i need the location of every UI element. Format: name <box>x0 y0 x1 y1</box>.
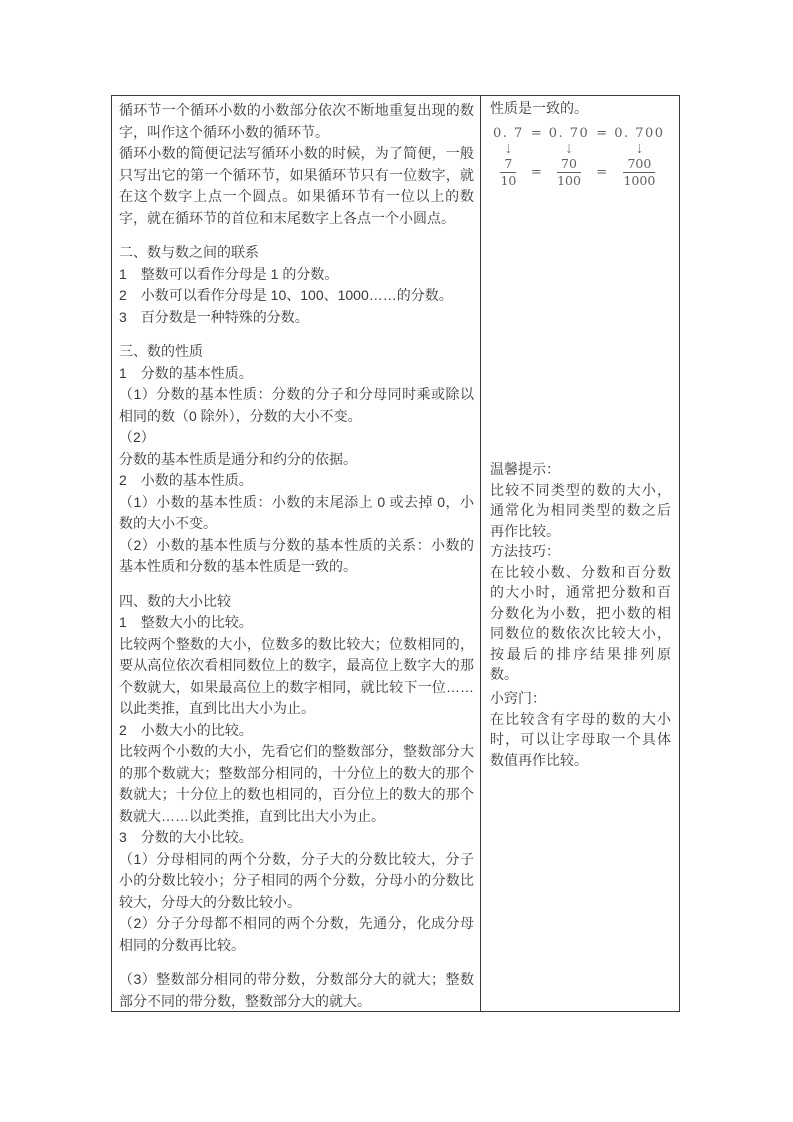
note-text: 在比较小数、分数和百分数的大小时，通常把分数和百分数化为小数，把小数的相同数位的数依次比较大小，按最后的排序结果排列原数。 <box>490 563 671 682</box>
paragraph: 1 整数可以看作分母是 1 的分数。 <box>119 265 339 282</box>
paragraph: （2） <box>119 429 155 445</box>
paragraph: （1）分母相同的两个分数，分子大的分数比较大，分子小的分数比较小；分子相同的两个分数，分母小的分数比较大，分母大的分数比较小。 <box>119 850 474 910</box>
paragraph: （2）小数的基本性质与分数的基本性质的关系：小数的基本性质和分数的基本性质是一致的。 <box>119 536 474 574</box>
down-arrow-icon: ⇣ <box>634 141 645 156</box>
note-text: 在比较含有字母的数的大小时，可以让字母取一个具体数值再作比较。 <box>490 710 671 768</box>
continuation-text: 性质是一致的。 <box>490 100 588 116</box>
note-label: 小窍门： <box>490 690 546 706</box>
blank-line <box>119 229 474 242</box>
paragraph: 2 小数大小的比较。 <box>119 721 253 738</box>
equals-sign: = <box>596 164 608 180</box>
section-heading: 二、数与数之间的联系 <box>119 244 259 260</box>
fraction <box>557 157 581 189</box>
blank-line <box>119 956 474 969</box>
paragraph: 3 百分数是一种特殊的分数。 <box>119 308 309 325</box>
equals-sign: = <box>530 125 542 141</box>
fraction-denominator: 10 <box>500 172 517 188</box>
paragraph: 1 分数的基本性质。 <box>119 364 253 381</box>
blank-line <box>119 578 474 591</box>
equals-sign: = <box>530 164 542 180</box>
fraction <box>500 157 516 189</box>
paragraph: （1）小数的基本性质：小数的末尾添上 0 或去掉 0，小数的大小不变。 <box>119 493 474 531</box>
blank-line <box>119 328 474 341</box>
decimal-value: 0. 70 <box>548 125 590 141</box>
warm-tip-note <box>481 459 679 685</box>
fraction <box>623 157 655 189</box>
paragraph: 2 小数可以看作分母是 10、100、1000……的分数。 <box>119 287 453 303</box>
fraction-numerator: 70 <box>557 157 581 173</box>
paragraph: （2）分子分母都不相同的两个分数，先通分，化成分母相同的分数再比较。 <box>119 915 474 953</box>
paragraph: 比较两个整数的大小，位数多的数比较大；位数相同的，要从高位依次看相同数位上的数字，最高位上数字大的那个数就大，如果最高位上的数字相同，就比较下一位……以此类推，直到比出大小为止。 <box>119 635 474 716</box>
main-content-cell <box>112 96 481 1011</box>
section-heading: 四、数的大小比较 <box>119 592 231 609</box>
review-notes-table <box>111 95 680 1012</box>
down-arrow-icon: ⇣ <box>563 141 575 156</box>
paragraph: 1 整数大小的比较。 <box>119 614 253 630</box>
paragraph: 循环小数的简便记法写循环小数的时候，为了简便，一般只写出它的第一个循环节，如果循环节只有一位数字，就在这个数字上点一个圆点。如果循环节有一位以上的数字，就在循环节的首位和末尾数字上各点一个小圆点。 <box>119 145 474 226</box>
fraction-numerator: 7 <box>500 157 516 173</box>
paragraph: 循环节一个循环小数的小数部分依次不断地重复出现的数字，叫作这个循环小数的循环节。 <box>119 102 474 140</box>
fraction-denominator: 100 <box>557 172 581 188</box>
margin-notes-cell <box>481 96 679 1011</box>
decimal-fraction-equivalence-formula <box>493 126 665 189</box>
continuation-note <box>481 98 679 188</box>
down-arrow-icon: ⇣ <box>503 141 514 156</box>
paragraph: 3 分数的大小比较。 <box>119 829 253 845</box>
note-label: 方法技巧： <box>490 543 560 559</box>
paragraph: （1）分数的基本性质：分数的分子和分母同时乘或除以相同的数（0 除外），分数的大小不变。 <box>119 386 474 424</box>
section-heading: 三、数的性质 <box>119 343 203 359</box>
decimal-value: 0. 7 <box>493 125 524 141</box>
trick-note <box>481 688 679 770</box>
equals-sign: = <box>596 125 608 141</box>
decimal-value: 0. 700 <box>614 125 665 141</box>
fraction-numerator: 700 <box>623 157 655 173</box>
paragraph: 分数的基本性质是通分和约分的依据。 <box>119 450 357 467</box>
paragraph: （3）整数部分相同的带分数，分数部分大的就大；整数部分不同的带分数，整数部分大的就大。 <box>119 971 474 1009</box>
paragraph: 比较两个小数的大小，先看它们的整数部分，整数部分大的那个数就大；整数部分相同的，十分位上的数大的那个数就大；十分位上的数也相同的，百分位上的数大的那个数就大……以此类推，直到比出大小为止。 <box>119 743 474 824</box>
note-label: 温馨提示： <box>490 461 560 477</box>
note-text: 比较不同类型的数的大小，通常化为相同类型的数之后再作比较。 <box>490 481 671 539</box>
paragraph: 2 小数的基本性质。 <box>119 472 253 488</box>
fraction-denominator: 1000 <box>623 172 656 188</box>
